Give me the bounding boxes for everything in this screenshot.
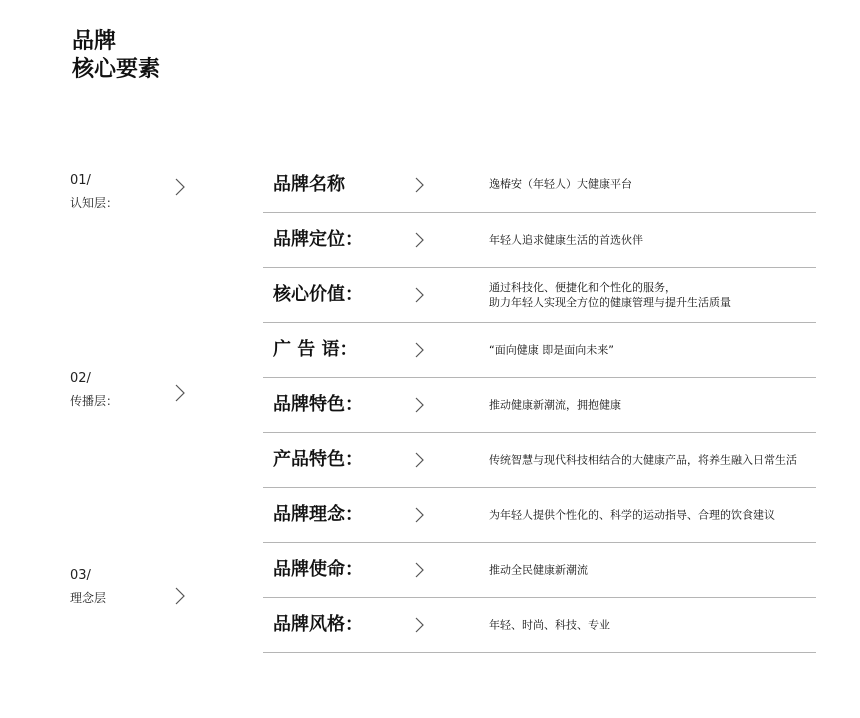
chevron-right-icon	[414, 286, 426, 304]
layer-communication	[70, 371, 200, 411]
row-value-line-2: 助力年轻人实现全方位的健康管理与提升生活质量	[489, 296, 731, 309]
page-title	[72, 28, 160, 84]
brand-elements-table	[263, 158, 816, 653]
row-value: 年轻人追求健康生活的首选伙伴	[489, 233, 643, 247]
row-product-feature	[263, 433, 816, 488]
row-value: “面向健康 即是面向未来”	[489, 343, 614, 357]
chevron-right-icon	[414, 341, 426, 359]
row-key: 品牌定位：	[273, 229, 363, 250]
row-slogan	[263, 323, 816, 378]
chevron-right-icon	[174, 383, 186, 403]
row-value: 传统智慧与现代科技相结合的大健康产品，将养生融入日常生活	[489, 453, 797, 467]
chevron-right-icon	[414, 451, 426, 469]
row-brand-style	[263, 598, 816, 653]
row-brand-feature	[263, 378, 816, 433]
layer-philosophy	[70, 568, 200, 608]
row-core-value	[263, 268, 816, 323]
chevron-right-icon	[174, 177, 186, 197]
row-brand-philosophy	[263, 488, 816, 543]
row-key: 品牌理念：	[273, 504, 363, 525]
page-title-line-2: 核心要素	[72, 57, 161, 82]
layer-label: 认知层：	[70, 196, 119, 210]
chevron-right-icon	[414, 561, 426, 579]
layer-label: 传播层：	[70, 394, 119, 408]
chevron-right-icon	[414, 616, 426, 634]
layer-number: 01/	[70, 173, 91, 188]
row-brand-mission	[263, 543, 816, 598]
row-brand-name	[263, 158, 816, 213]
row-key: 产品特色：	[273, 449, 363, 470]
row-value	[489, 280, 816, 310]
row-key: 品牌特色：	[273, 394, 363, 415]
row-value: 逸椿安（年轻人）大健康平台	[489, 177, 632, 191]
row-value: 推动健康新潮流，拥抱健康	[489, 398, 621, 412]
row-key: 核心价值：	[273, 284, 363, 305]
layer-cognition	[70, 173, 200, 213]
chevron-right-icon	[414, 231, 426, 249]
chevron-right-icon	[174, 586, 186, 606]
row-key: 品牌名称	[273, 174, 345, 195]
row-key: 品牌风格：	[273, 614, 363, 635]
row-brand-positioning	[263, 213, 816, 268]
layer-number: 03/	[70, 568, 91, 583]
row-value: 推动全民健康新潮流	[489, 563, 588, 577]
chevron-right-icon	[414, 396, 426, 414]
row-key: 品牌使命：	[273, 559, 363, 580]
chevron-right-icon	[414, 506, 426, 524]
page-title-line-1: 品牌	[72, 29, 117, 54]
row-value: 为年轻人提供个性化的、科学的运动指导、合理的饮食建议	[489, 508, 775, 522]
layer-label: 理念层	[70, 591, 107, 605]
row-value-line-1: 通过科技化、便捷化和个性化的服务，	[489, 281, 676, 294]
row-key: 广 告 语：	[273, 339, 358, 360]
row-value: 年轻、时尚、科技、专业	[489, 618, 610, 632]
chevron-right-icon	[414, 176, 426, 194]
layer-number: 02/	[70, 371, 91, 386]
